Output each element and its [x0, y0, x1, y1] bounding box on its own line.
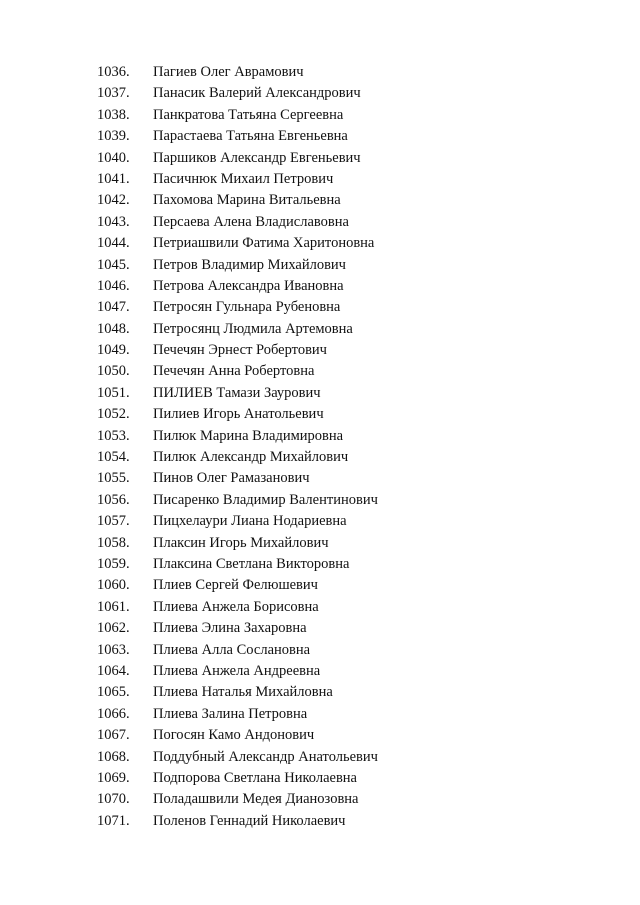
entry-name: Плиева Анжела Борисовна — [153, 598, 319, 615]
entry-name: Петросянц Людмила Артемовна — [153, 320, 353, 337]
entry-name: Пилиев Игорь Анатольевич — [153, 406, 324, 423]
entry-number: 1043. — [97, 213, 130, 230]
entry-name: Пахомова Марина Витальевна — [153, 192, 341, 209]
entry-name: Петриашвили Фатима Харитоновна — [153, 235, 375, 252]
entry-number: 1038. — [97, 106, 130, 123]
list-item — [97, 148, 378, 169]
entry-name: Петросян Гульнара Рубеновна — [153, 299, 341, 316]
entry-number: 1070. — [97, 791, 130, 808]
entry-number: 1039. — [97, 128, 130, 145]
list-item — [97, 276, 378, 297]
list-item — [97, 533, 378, 554]
list-item — [97, 169, 378, 190]
list-item — [97, 554, 378, 575]
entry-number: 1063. — [97, 641, 130, 658]
list-item — [97, 768, 378, 789]
list-item — [97, 361, 378, 382]
entry-name: Писаренко Владимир Валентинович — [153, 491, 378, 508]
entry-number: 1049. — [97, 342, 130, 359]
list-item — [97, 404, 378, 425]
list-item — [97, 811, 378, 832]
entry-number: 1067. — [97, 727, 130, 744]
entry-number: 1061. — [97, 598, 130, 615]
list-item — [97, 126, 378, 147]
entry-name: Погосян Камо Андонович — [153, 727, 315, 744]
list-item — [97, 575, 378, 596]
entry-number: 1047. — [97, 299, 130, 316]
entry-name: Плиева Залина Петровна — [153, 705, 308, 722]
list-item — [97, 212, 378, 233]
entry-number: 1068. — [97, 748, 130, 765]
list-item — [97, 255, 378, 276]
entry-name: Пагиев Олег Аврамович — [153, 64, 304, 80]
entry-number: 1065. — [97, 684, 130, 701]
entry-name: ПИЛИЕВ Тамази Заурович — [153, 384, 321, 401]
entry-number: 1059. — [97, 555, 130, 572]
entry-number: 1037. — [97, 85, 130, 102]
entry-name: Плиева Наталья Михайловна — [153, 684, 333, 701]
entry-number: 1062. — [97, 620, 130, 637]
entry-number: 1052. — [97, 406, 130, 423]
entry-number: 1060. — [97, 577, 130, 594]
entry-name: Печечян Эрнест Робертович — [153, 342, 327, 359]
entry-number: 1064. — [97, 662, 130, 679]
entry-name: Поладашвили Медея Дианозовна — [153, 791, 359, 808]
entry-name: Печечян Анна Робертовна — [153, 363, 315, 380]
entry-name: Пасичнюк Михаил Петрович — [153, 170, 334, 187]
list-item — [97, 747, 378, 768]
entry-name: Пинов Олег Рамазанович — [153, 470, 310, 487]
entry-number: 1036. — [97, 64, 130, 80]
entry-name: Пилюк Александр Михайлович — [153, 449, 349, 466]
entry-number: 1045. — [97, 256, 130, 273]
entry-name: Плиев Сергей Фелюшевич — [153, 577, 318, 594]
entry-name: Пицхелаури Лиана Нодариевна — [153, 513, 347, 530]
entry-number: 1069. — [97, 769, 130, 786]
entry-name: Плаксин Игорь Михайлович — [153, 534, 329, 551]
entry-number: 1071. — [97, 812, 130, 829]
entry-name: Петрова Александра Ивановна — [153, 277, 344, 294]
entry-name: Подпорова Светлана Николаевна — [153, 769, 357, 786]
list-item — [97, 640, 378, 661]
entry-number: 1055. — [97, 470, 130, 487]
list-item — [97, 190, 378, 211]
entry-name: Поддубный Александр Анатольевич — [153, 748, 378, 765]
entry-name: Панасик Валерий Александрович — [153, 85, 361, 102]
entry-name: Плиева Анжела Андреевна — [153, 662, 321, 679]
list-item — [97, 511, 378, 532]
entry-number: 1046. — [97, 277, 130, 294]
entry-name: Персаева Алена Владиславовна — [153, 213, 349, 230]
list-item — [97, 682, 378, 703]
entry-number: 1051. — [97, 384, 130, 401]
entry-number: 1048. — [97, 320, 130, 337]
entry-name: Плиева Алла Сослановна — [153, 641, 311, 658]
entry-name: Поленов Геннадий Николаевич — [153, 812, 346, 829]
list-item — [97, 319, 378, 340]
list-item — [97, 618, 378, 639]
list-item — [97, 789, 378, 810]
entry-name: Плиева Элина Захаровна — [153, 620, 307, 637]
entry-name: Пилюк Марина Владимировна — [153, 427, 344, 444]
list-item — [97, 597, 378, 618]
list-item — [97, 297, 378, 318]
entry-number: 1040. — [97, 149, 130, 166]
entry-number: 1044. — [97, 235, 130, 252]
entry-number: 1058. — [97, 534, 130, 551]
list-item — [97, 62, 378, 83]
list-item — [97, 704, 378, 725]
entry-number: 1042. — [97, 192, 130, 209]
list-item — [97, 468, 378, 489]
list-item — [97, 490, 378, 511]
list-item — [97, 661, 378, 682]
entry-number: 1050. — [97, 363, 130, 380]
list-item — [97, 725, 378, 746]
list-item — [97, 426, 378, 447]
entry-number: 1041. — [97, 170, 130, 187]
entry-name: Плаксина Светлана Викторовна — [153, 555, 350, 572]
entry-number: 1056. — [97, 491, 130, 508]
list-item — [97, 447, 378, 468]
entry-number: 1066. — [97, 705, 130, 722]
entry-name: Панкратова Татьяна Сергеевна — [153, 106, 344, 123]
entry-number: 1057. — [97, 513, 130, 530]
list-item — [97, 383, 378, 404]
entry-name: Паршиков Александр Евгеньевич — [153, 149, 361, 166]
list-item — [97, 340, 378, 361]
entry-name: Парастаева Татьяна Евгеньевна — [153, 128, 348, 145]
list-item — [97, 105, 378, 126]
entry-name: Петров Владимир Михайлович — [153, 256, 346, 273]
list-item — [97, 83, 378, 104]
entry-number: 1054. — [97, 449, 130, 466]
name-list — [97, 62, 378, 832]
entry-number: 1053. — [97, 427, 130, 444]
list-item — [97, 233, 378, 254]
